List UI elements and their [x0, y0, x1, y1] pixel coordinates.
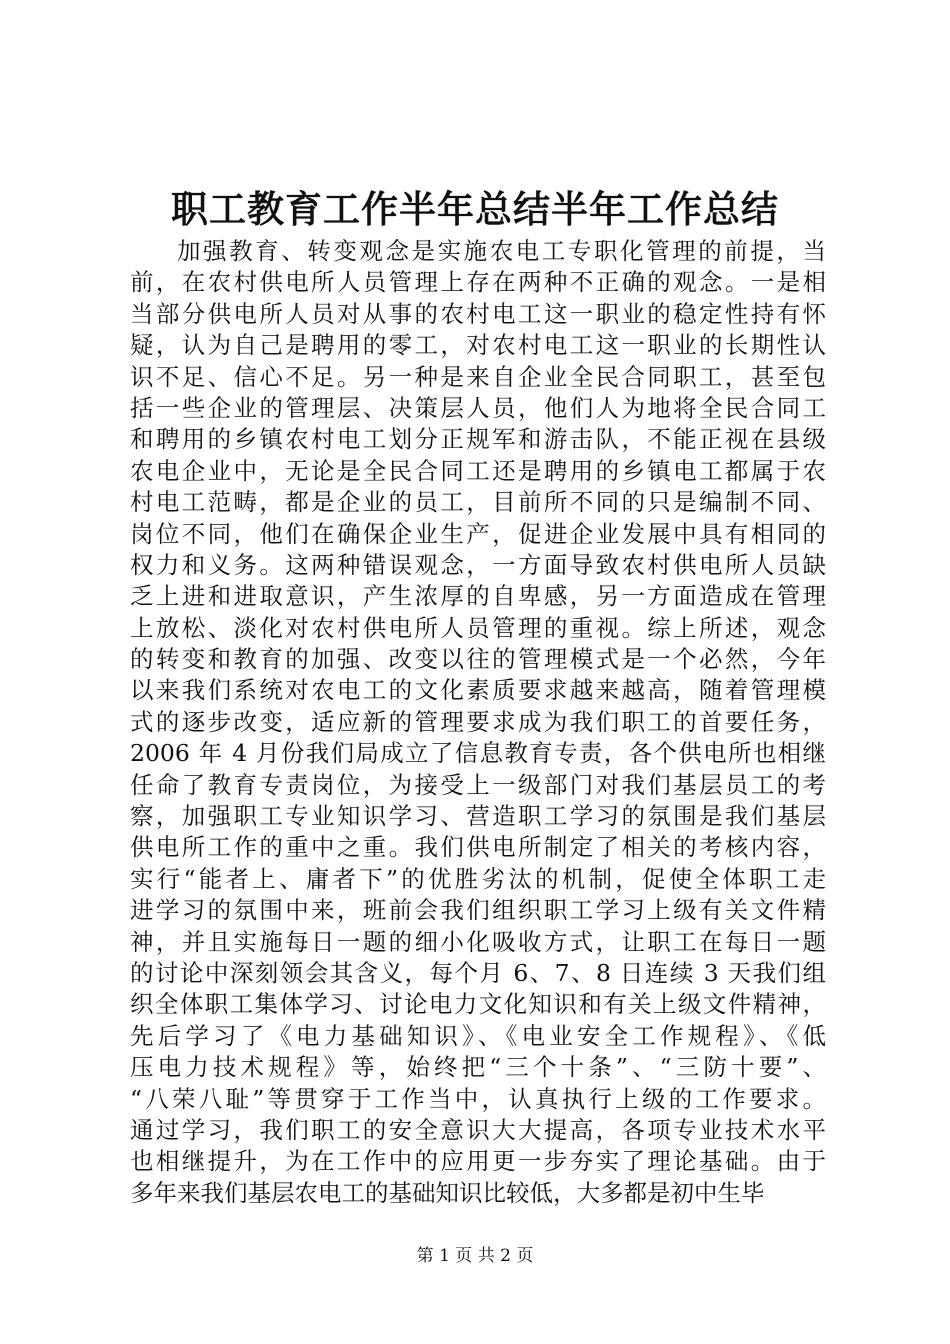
body-line: 2006 年 4 月份我们局成立了信息教育专责，各个供电所也相继 [130, 739, 826, 768]
body-line: 先后学习了《电力基础知识》、《电业安全工作规程》、《低 [130, 1021, 826, 1050]
body-line: 疑，认为自己是聘用的零工，对农村电工这一职业的长期性认 [130, 331, 826, 360]
body-line: 的讨论中深刻领会其含义，每个月 6、7、8 日连续 3 天我们组 [130, 958, 826, 987]
body-line: “八荣八耻”等贯穿于工作当中，认真执行上级的工作要求。 [130, 1084, 826, 1113]
body-line: 任命了教育专责岗位，为接受上一级部门对我们基层员工的考 [130, 770, 826, 799]
body-line: 权力和义务。这两种错误观念，一方面导致农村供电所人员缺 [130, 550, 826, 579]
body-line: 也相继提升，为在工作中的应用更一步夯实了理论基础。由于 [130, 1147, 826, 1176]
body-line: 实行“能者上、庸者下”的优胜劣汰的机制，促使全体职工走 [130, 864, 826, 893]
body-line: 的转变和教育的加强、改变以往的管理模式是一个必然，今年 [130, 645, 826, 674]
body-line: 前，在农村供电所人员管理上存在两种不正确的观念。一是相 [130, 268, 826, 297]
body-line: 神，并且实施每日一题的细小化吸收方式，让职工在每日一题 [130, 927, 826, 956]
body-line: 括一些企业的管理层、决策层人员，他们人为地将全民合同工 [130, 393, 826, 422]
document-title: 职工教育工作半年总结半年工作总结 [171, 187, 779, 231]
body-line: 农电企业中，无论是全民合同工还是聘用的乡镇电工都属于农 [130, 456, 826, 485]
body-line: 上放松、淡化对农村供电所人员管理的重视。综上所述，观念 [130, 613, 826, 642]
body-line: 以来我们系统对农电工的文化素质要求越来越高，随着管理模 [130, 676, 826, 705]
document-body [130, 236, 826, 1209]
body-line: 通过学习，我们职工的安全意识大大提高，各项专业技术水平 [130, 1115, 826, 1144]
body-line: 当部分供电所人员对从事的农村电工这一职业的稳定性持有怀 [130, 299, 826, 328]
body-line: 岗位不同，他们在确保企业生产，促进企业发展中具有相同的 [130, 519, 826, 548]
body-line: 压电力技术规程》等，始终把“三个十条”、“三防十要”、 [130, 1053, 826, 1082]
body-line: 进学习的氛围中来，班前会我们组织职工学习上级有关文件精 [130, 896, 826, 925]
body-line: 和聘用的乡镇农村电工划分正规军和游击队，不能正视在县级 [130, 425, 826, 454]
body-line: 供电所工作的重中之重。我们供电所制定了相关的考核内容， [130, 833, 826, 862]
page-footer: 第 1 页 共 2 页 [416, 1246, 534, 1266]
body-line: 多年来我们基层农电工的基础知识比较低，大多都是初中生毕 [130, 1178, 765, 1207]
body-line: 式的逐步改变，适应新的管理要求成为我们职工的首要任务， [130, 707, 826, 736]
body-line: 加强教育、转变观念是实施农电工专职化管理的前提，当 [177, 237, 826, 265]
body-line: 察，加强职工专业知识学习、营造职工学习的氛围是我们基层 [130, 802, 826, 831]
body-line: 识不足、信心不足。另一种是来自企业全民合同职工，甚至包 [130, 362, 826, 391]
body-line: 乏上进和进取意识，产生浓厚的自卑感，另一方面造成在管理 [130, 582, 826, 611]
body-line: 村电工范畴，都是企业的员工，目前所不同的只是编制不同、 [130, 488, 826, 517]
body-line: 织全体职工集体学习、讨论电力文化知识和有关上级文件精神， [130, 990, 826, 1019]
